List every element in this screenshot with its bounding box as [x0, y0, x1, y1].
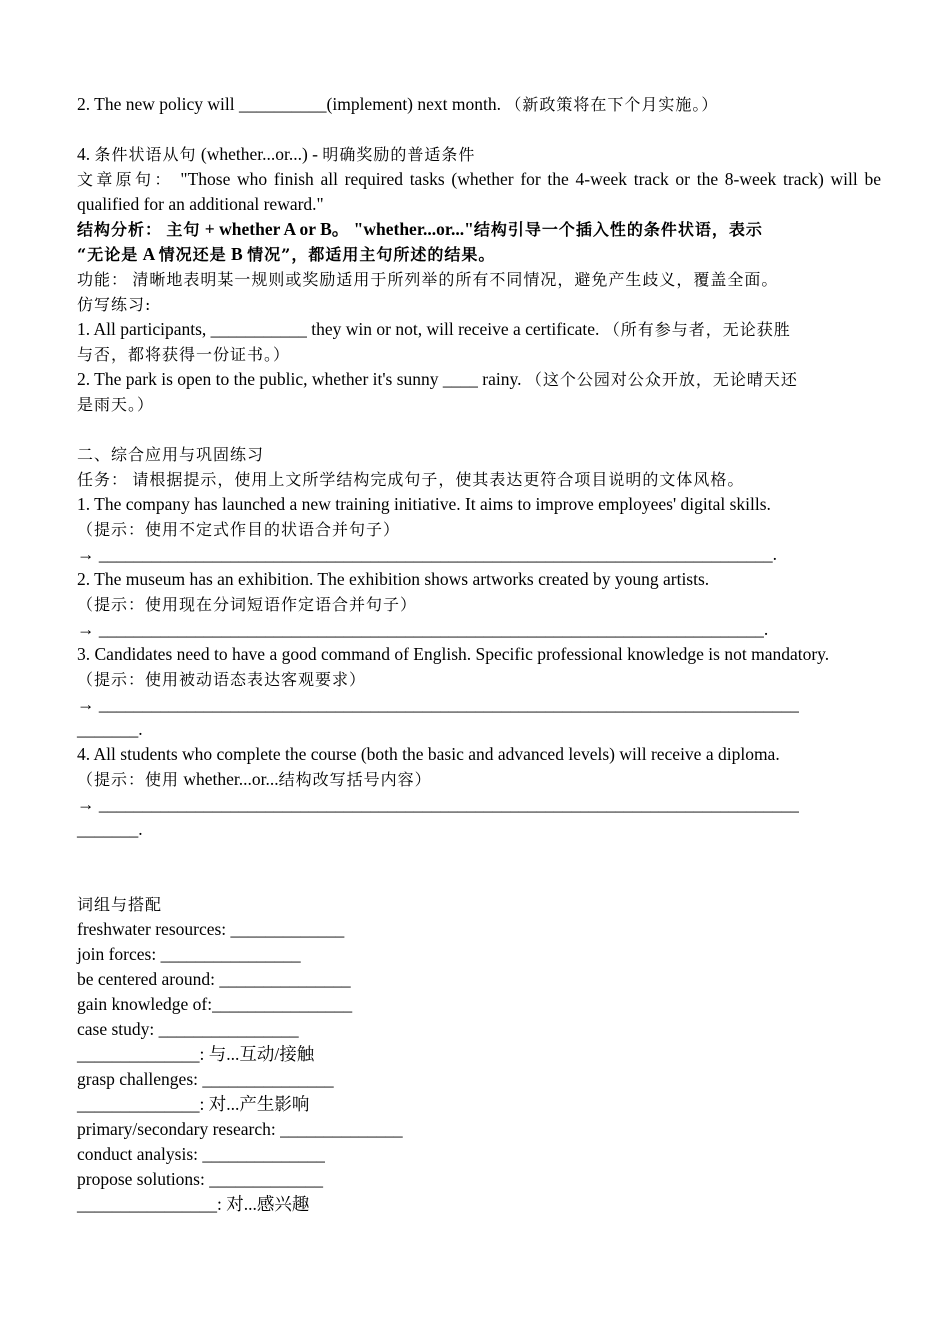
practice-item-1-cont: 与否，都将获得一份证书。）	[77, 345, 291, 364]
structure-analysis-line2: “无论是 A 情况还是 B 情况”，都适用主句所述的结果。	[77, 244, 496, 264]
vocab-item: gain knowledge of:________________	[77, 994, 353, 1014]
practice-item-policy: 2. The new policy will __________(implement) next month. （新政策将在下个月实施。）	[77, 94, 719, 114]
vocab-item: ______________: 与...互动/接触	[77, 1044, 315, 1064]
exercise-q3-answer-line[interactable]: → ________________________________________________________________________________	[77, 694, 799, 714]
vocab-item: primary/secondary research: ______________	[77, 1119, 403, 1139]
function-description: 功能： 清晰地表明某一规则或奖励适用于所列举的所有不同情况，避免产生歧义，覆盖全面。	[77, 270, 779, 289]
exercise-q2-hint: （提示：使用现在分词短语作定语合并句子）	[77, 595, 418, 614]
exercise-q1-hint: （提示：使用不定式作目的状语合并句子）	[77, 520, 401, 539]
practice-label: 仿写练习:	[77, 295, 152, 314]
section-4-heading: 4. 条件状语从句 (whether...or...) - 明确奖励的普适条件	[77, 144, 476, 164]
vocab-item: grasp challenges: _______________	[77, 1069, 334, 1089]
exercise-q3-answer-line-cont[interactable]: _______.	[77, 719, 143, 739]
vocab-title: 词组与搭配	[77, 895, 163, 914]
task-description: 任务： 请根据提示，使用上文所学结构完成句子，使其表达更符合项目说明的文体风格。	[77, 470, 745, 489]
section-two-title: 二、综合应用与巩固练习	[77, 445, 265, 464]
vocab-item: case study: ________________	[77, 1019, 299, 1039]
vocab-item: conduct analysis: ______________	[77, 1144, 325, 1164]
exercise-q1: 1. The company has launched a new training initiative. It aims to improve employees' digital skills.	[77, 494, 771, 514]
exercise-q2-answer-line[interactable]: → ____________________________________________________________________________.	[77, 619, 769, 639]
exercise-q2: 2. The museum has an exhibition. The exhibition shows artworks created by young artists.	[77, 569, 710, 589]
vocab-item: propose solutions: _____________	[77, 1169, 323, 1189]
vocab-item: ________________: 对...感兴趣	[77, 1194, 310, 1214]
practice-item-2-cont: 是雨天。）	[77, 395, 155, 414]
exercise-q4-hint: （提示：使用 whether...or...结构改写括号内容）	[77, 769, 432, 789]
spacer	[77, 117, 881, 142]
exercise-q4-answer-line-cont[interactable]: _______.	[77, 819, 143, 839]
original-sentence: 文章原句： "Those who finish all required tasks (whether for the 4-week track or the 8-week track) will be qualified for an additional reward."	[77, 169, 881, 214]
exercise-q4-answer-line[interactable]: → ________________________________________________________________________________	[77, 794, 799, 814]
exercise-q3-hint: （提示：使用被动语态表达客观要求）	[77, 670, 367, 689]
vocab-item: freshwater resources: _____________	[77, 919, 345, 939]
spacer	[77, 417, 881, 442]
practice-item-1: 1. All participants, ___________ they win or not, will receive a certificate. （所有参与者，无论获胜	[77, 319, 791, 339]
practice-item-2: 2. The park is open to the public, whether it's sunny ____ rainy. （这个公园对公众开放，无论晴天还	[77, 369, 798, 389]
vocab-section	[77, 892, 881, 1217]
vocab-item: ______________: 对...产生影响	[77, 1094, 310, 1114]
vocab-item: join forces: ________________	[77, 944, 301, 964]
exercise-q1-answer-line[interactable]: → _____________________________________________________________________________.	[77, 544, 777, 564]
exercise-q4: 4. All students who complete the course (both the basic and advanced levels) will receive a diploma.	[77, 744, 780, 764]
structure-analysis-line1: 结构分析： 主句 + whether A or B。 "whether...or..."结构引导一个插入性的条件状语，表示	[77, 219, 763, 239]
document-content	[77, 92, 881, 1217]
vocab-item: be centered around: _______________	[77, 969, 351, 989]
exercise-q3: 3. Candidates need to have a good command of English. Specific professional knowledge is not mandatory.	[77, 644, 830, 664]
